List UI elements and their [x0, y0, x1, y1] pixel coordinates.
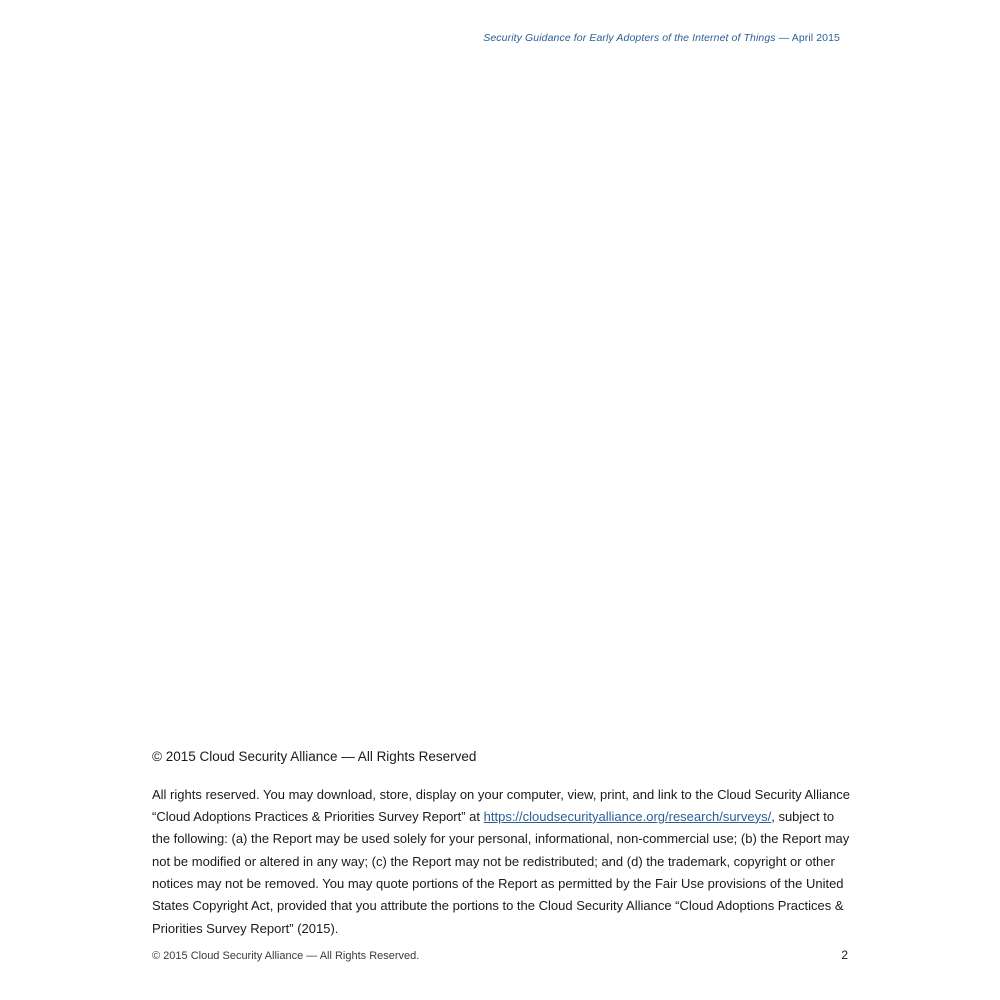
page-footer — [152, 948, 848, 962]
running-header-date: April 2015 — [791, 32, 840, 44]
copyright-block — [152, 748, 852, 940]
legal-text-part-1: All rights reserved. You may download, store, display on your computer, view, print, and link to the Cloud Security Alliance “Cloud Adoptions Practices & Priorities Survey Report” at — [152, 786, 851, 824]
running-header-title: Security Guidance for Early Adopters of the Internet of Things — [483, 32, 776, 44]
running-header-separator: — — [775, 32, 792, 44]
legal-text-part-2: , subject to the following: (a) the Report may be used solely for your personal, informational, non-commercial use; (b) the Report may not be modified or altered in any way; (c) the Report may not be redistributed; and (d) the trademark, copyright or other notices may not be removed. You may quote portions of the Report as permitted by the Fair Use provisions of the United States Copyright Act, provided that you attribute the portions to the Cloud Security Alliance “Cloud Adoptions Practices & Priorities Survey Report” (2015). — [152, 808, 850, 936]
legal-paragraph — [152, 784, 852, 941]
footer-page-number: 2 — [841, 948, 848, 962]
running-header — [160, 32, 840, 44]
copyright-notice: © 2015 Cloud Security Alliance — All Rights Reserved — [152, 749, 477, 764]
survey-report-link[interactable]: https://cloudsecurityalliance.org/research/surveys/ — [483, 808, 772, 824]
footer-copyright: © 2015 Cloud Security Alliance — All Rights Reserved. — [152, 950, 420, 962]
